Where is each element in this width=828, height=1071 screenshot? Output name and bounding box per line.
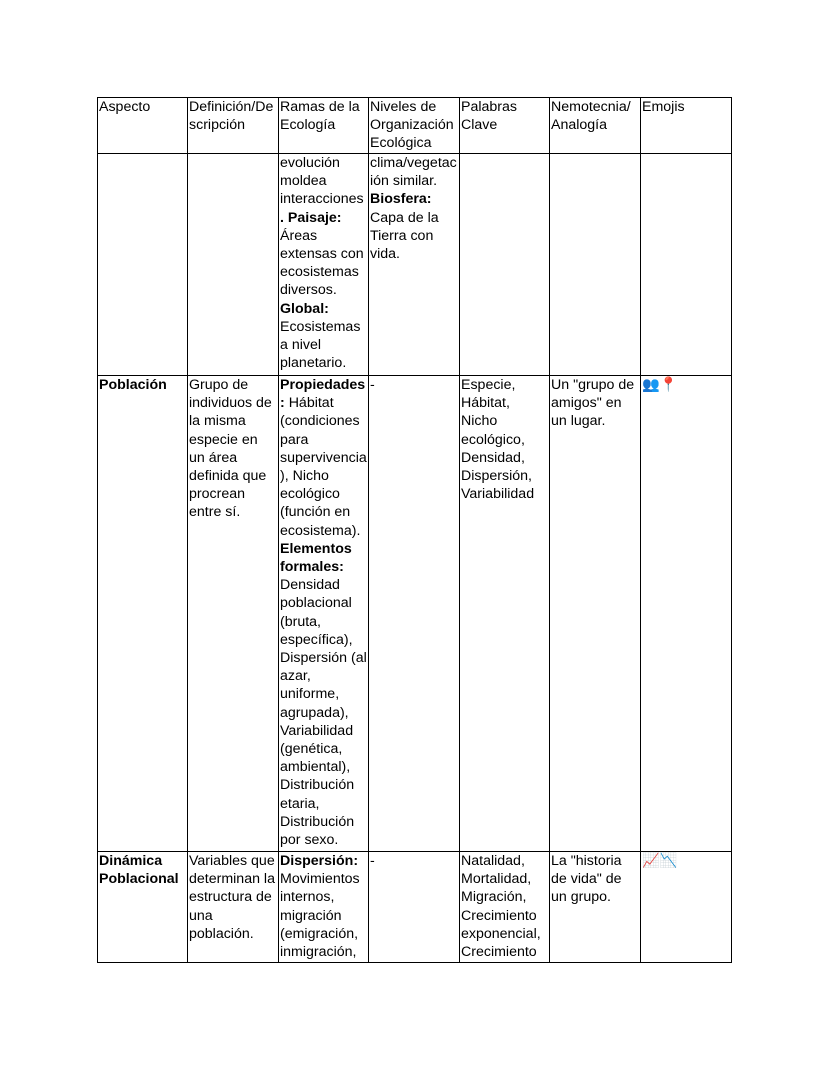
biosfera-label: Biosfera: xyxy=(370,191,432,208)
cell-aspecto-poblacion: Población xyxy=(98,376,188,852)
ecology-table xyxy=(97,97,732,963)
cell-ramas-continuation xyxy=(279,154,369,376)
paisaje-label: . Paisaje: xyxy=(280,209,342,226)
table-row-dinamica xyxy=(98,852,732,963)
cell-emojis-empty xyxy=(641,154,732,376)
header-palabras: Palabras Clave xyxy=(460,98,550,154)
niveles-text: clima/vegetación similar. xyxy=(370,155,457,190)
header-niveles: Niveles de Organización Ecológica xyxy=(369,98,460,154)
cell-ramas-poblacion xyxy=(279,376,369,852)
cell-ramas-dinamica xyxy=(279,852,369,963)
cell-emojis-dinamica xyxy=(641,852,732,963)
ramas-text: evolución moldea interacciones xyxy=(280,155,364,208)
propiedades-text: Hábitat (condiciones para supervivencia), Nicho ecológico (función en ecosistema). xyxy=(280,395,367,539)
chart-up-down-icon: 📈📉 xyxy=(642,853,678,869)
cell-definicion-dinamica: Variables que determinan la estructura de una población. xyxy=(188,852,279,963)
cell-nemotecnia-dinamica: La "historia de vida" de un grupo. xyxy=(550,852,641,963)
cell-niveles-poblacion: - xyxy=(369,376,460,852)
cell-palabras-dinamica: Natalidad, Mortalidad, Migración, Crecimiento exponencial, Crecimiento xyxy=(460,852,550,963)
cell-nemotecnia-poblacion: Un "grupo de amigos" en un lugar. xyxy=(550,376,641,852)
table-header-row xyxy=(98,98,732,154)
propiedades-label: Propiedades: xyxy=(280,377,366,412)
paisaje-text: Áreas extensas con ecosistemas diversos. xyxy=(280,227,364,299)
header-nemotecnia: Nemotecnia/ Analogía xyxy=(550,98,641,154)
cell-definicion-poblacion: Grupo de individuos de la misma especie en un área definida que procrean entre sí. xyxy=(188,376,279,852)
elementos-text: Densidad poblacional (bruta, específica), Dispersión (al azar, uniforme, agrupada), Variabilidad (genética, ambiental), Distribución etaria, Distribución por sexo. xyxy=(280,577,367,849)
global-text: Ecosistemas a nivel planetario. xyxy=(280,318,361,372)
table-row-poblacion xyxy=(98,376,732,852)
cell-palabras-poblacion: Especie, Hábitat, Nicho ecológico, Densidad, Dispersión, Variabilidad xyxy=(460,376,550,852)
global-label: Global: xyxy=(280,300,329,317)
table-row-continuation xyxy=(98,154,732,376)
header-aspecto: Aspecto xyxy=(98,98,188,154)
cell-emojis-poblacion xyxy=(641,376,732,852)
cell-niveles-continuation xyxy=(369,154,460,376)
people-location-icon: 👥📍 xyxy=(642,377,678,393)
cell-palabras-empty xyxy=(460,154,550,376)
cell-niveles-dinamica: - xyxy=(369,852,460,963)
cell-aspecto-dinamica: Dinámica Poblacional xyxy=(98,852,188,963)
header-definicion: Definición/Descripción xyxy=(188,98,279,154)
dispersion-text: Movimientos internos, migración (emigración, inmigración, xyxy=(280,871,360,961)
header-ramas: Ramas de la Ecología xyxy=(279,98,369,154)
biosfera-text: Capa de la Tierra con vida. xyxy=(370,209,439,263)
elementos-label: Elementos formales: xyxy=(280,540,352,576)
cell-aspecto-empty xyxy=(98,154,188,376)
cell-nemotecnia-empty xyxy=(550,154,641,376)
header-emojis: Emojis xyxy=(641,98,732,154)
cell-definicion-empty xyxy=(188,154,279,376)
dispersion-label: Dispersión: xyxy=(280,853,359,869)
